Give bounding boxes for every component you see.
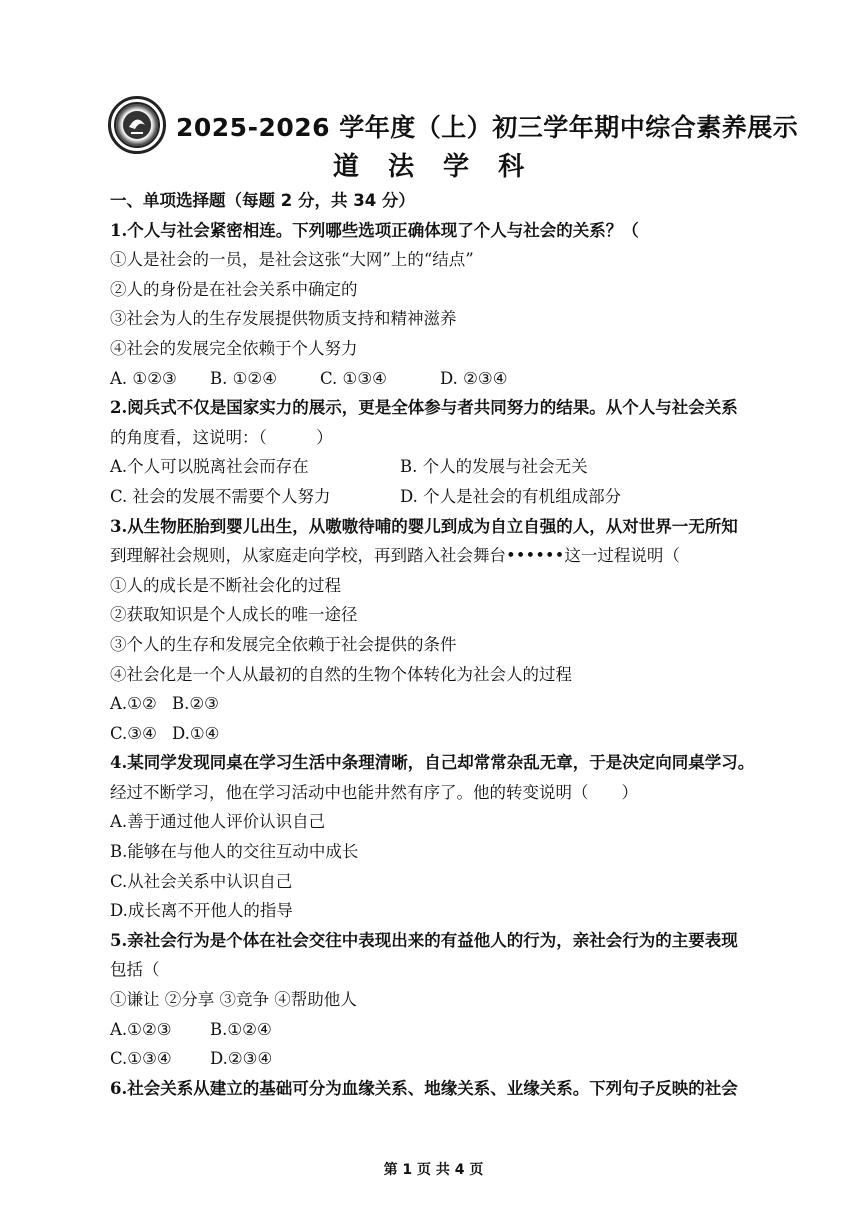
option-b[interactable]: B.②③	[172, 694, 219, 714]
seal-emblem-icon	[111, 99, 163, 151]
question-statement: ①人的成长是不断社会化的过程	[110, 575, 341, 595]
question-statement: ④社会化是一个人从最初的自然的生物个体转化为社会人的过程	[110, 664, 572, 684]
question-1	[110, 216, 775, 394]
option-c[interactable]: C.从社会关系中认识自己	[110, 871, 293, 891]
options-row	[110, 689, 775, 719]
option-c[interactable]: C.③④	[110, 723, 157, 743]
question-stem-line: 3.从生物胚胎到婴儿出生，从嗷嗷待哺的婴儿到成为自立自强的人，从对世界一无所知	[110, 516, 738, 536]
options-row	[110, 452, 775, 482]
question-5	[110, 926, 775, 1074]
question-4	[110, 748, 775, 926]
option-d[interactable]: D.②③④	[210, 1049, 273, 1069]
page-number: 第 1 页 共 4 页	[383, 1162, 484, 1178]
question-stem-line: 5.亲社会行为是个体在社会交往中表现出来的有益他人的行为，亲社会行为的主要表现	[110, 930, 738, 950]
option-a[interactable]: A.①②③	[110, 1019, 172, 1039]
question-stem-line: 到理解社会规则，从家庭走向学校，再到踏入社会舞台••••••这一过程说明（	[110, 546, 680, 566]
question-stem-line: 6.社会关系从建立的基础可分为血缘关系、地缘关系、业缘关系。下列句子反映的社会	[110, 1078, 738, 1098]
options-row	[110, 1015, 775, 1045]
question-statement: ②获取知识是个人成长的唯一途径	[110, 605, 358, 625]
option-a[interactable]: A.个人可以脱离社会而存在	[110, 457, 309, 477]
question-stem-line: 4.某同学发现同桌在学习生活中条理清晰，自己却常常杂乱无章，于是决定向同桌学习。	[110, 753, 755, 773]
section-heading: 一、单项选择题（每题 2 分，共 34 分）	[110, 191, 415, 210]
question-statement: ③个人的生存和发展完全依赖于社会提供的条件	[110, 634, 457, 654]
question-6	[110, 1074, 775, 1104]
question-stem-line: 的角度看，这说明：（ ）	[110, 427, 333, 447]
option-d[interactable]: D.①④	[172, 723, 220, 743]
exam-content	[110, 186, 775, 1103]
question-stem-line: 1.个人与社会紧密相连。下列哪些选项正确体现了个人与社会的关系？（	[110, 220, 639, 240]
question-statement: ①谦让 ②分享 ③竞争 ④帮助他人	[110, 990, 357, 1010]
options-row	[110, 1044, 775, 1074]
option-d[interactable]: D. ②③④	[440, 368, 508, 388]
option-c[interactable]: C.①③④	[110, 1049, 172, 1069]
option-a[interactable]: A.①②	[110, 694, 157, 714]
question-stem-line: 2.阅兵式不仅是国家实力的展示，更是全体参与者共同努力的结果。从个人与社会关系	[110, 398, 738, 418]
question-statement: ①人是社会的一员，是社会这张“大网”上的“结点”	[110, 250, 474, 270]
question-statement: ②人的身份是在社会关系中确定的	[110, 279, 358, 299]
subject-subtitle: 道 法 学 科	[332, 152, 535, 182]
question-2	[110, 393, 775, 511]
question-stem-line: 包括（	[110, 960, 160, 980]
options-row	[110, 719, 775, 749]
option-d[interactable]: D. 个人是社会的有机组成部分	[400, 486, 622, 506]
question-statement: ④社会的发展完全依赖于个人努力	[110, 338, 358, 358]
option-a[interactable]: A. ①②③	[110, 368, 177, 388]
question-stem-line: 经过不断学习，他在学习活动中也能井然有序了。他的转变说明（ ）	[110, 782, 638, 802]
option-c[interactable]: C. 社会的发展不需要个人努力	[110, 486, 331, 506]
option-b[interactable]: B.①②④	[210, 1019, 272, 1039]
option-d[interactable]: D.成长离不开他人的指导	[110, 901, 293, 921]
option-c[interactable]: C. ①③④	[320, 368, 387, 388]
options-row	[110, 482, 775, 512]
option-a[interactable]: A.善于通过他人评价认识自己	[110, 812, 326, 832]
option-b[interactable]: B. 个人的发展与社会无关	[400, 457, 588, 477]
question-statement: ③社会为人的生存发展提供物质支持和精神滋养	[110, 309, 457, 329]
option-b[interactable]: B. ①②④	[210, 368, 277, 388]
option-b[interactable]: B.能够在与他人的交往互动中成长	[110, 842, 359, 862]
exam-title: 2025-2026 学年度（上）初三学年期中综合素养展示	[176, 113, 799, 142]
options-row	[110, 364, 775, 394]
question-3	[110, 512, 775, 749]
